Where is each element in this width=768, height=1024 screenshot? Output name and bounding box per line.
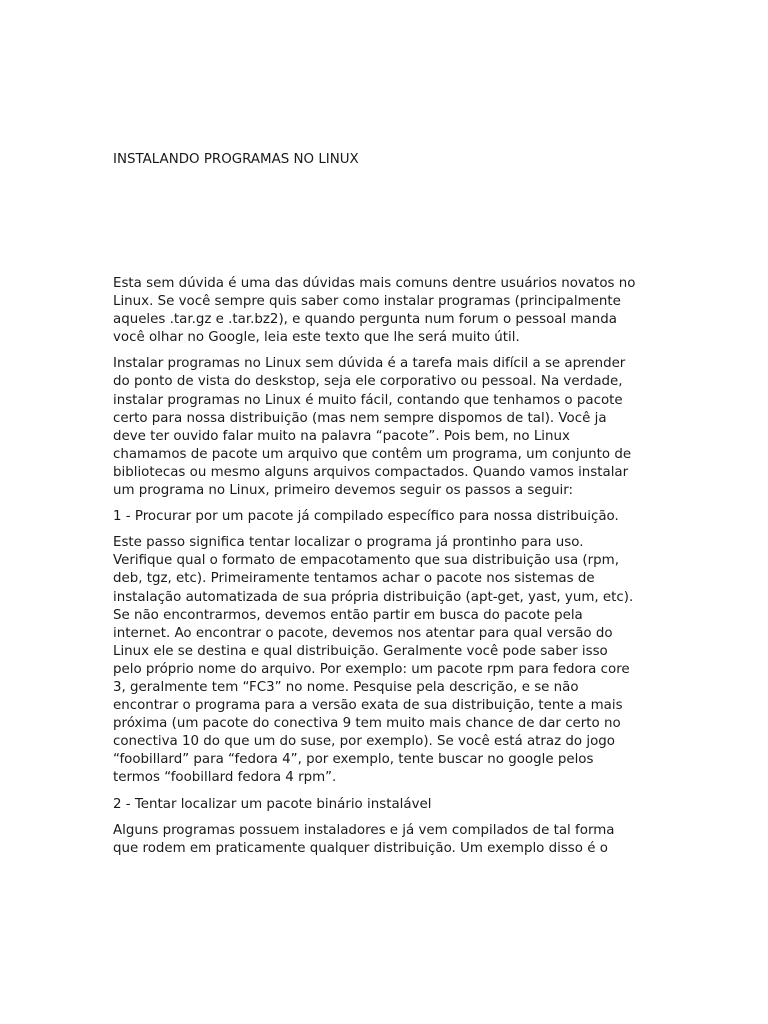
text-line: um programa no Linux, primeiro devemos seguir os passos a seguir: — [113, 483, 574, 499]
text-line: próxima (um pacote do conectiva 9 tem muito mais chance de dar certo no — [113, 716, 621, 732]
text-line: do ponto de vista do deskstop, seja ele corporativo ou pessoal. Na verdade, — [113, 374, 623, 390]
text-line: deve ter ouvido falar muito na palavra “pacote”. Pois bem, no Linux — [113, 428, 570, 444]
paragraph — [113, 534, 658, 787]
paragraph — [113, 822, 658, 858]
paragraph — [113, 355, 658, 500]
text-line: Alguns programas possuem instaladores e já vem compilados de tal forma — [113, 822, 615, 838]
paragraph — [113, 796, 658, 814]
text-line: Linux. Se você sempre quis saber como instalar programas (principalmente — [113, 294, 621, 310]
text-line: 2 - Tentar localizar um pacote binário instalável — [113, 796, 432, 812]
text-line: termos “foobillard fedora 4 rpm”. — [113, 770, 337, 786]
text-line: Se não encontrarmos, devemos então partir em busca do pacote pela — [113, 607, 583, 623]
text-line: Linux ele se destina e qual distribuição. Geralmente você pode saber isso — [113, 643, 608, 659]
text-line: 3, geralmente tem “FC3” no nome. Pesquise pela descrição, e se não — [113, 679, 579, 695]
text-line: conectiva 10 do que um do suse, por exemplo). Se você está atraz do jogo — [113, 734, 615, 750]
text-line: bibliotecas ou mesmo alguns arquivos compactados. Quando vamos instalar — [113, 464, 629, 480]
text-line: “foobillard” para “fedora 4”, por exemplo, tente buscar no google pelos — [113, 752, 594, 768]
text-line: pelo próprio nome do arquivo. Por exemplo: um pacote rpm para fedora core — [113, 661, 630, 677]
paragraph — [113, 508, 658, 526]
text-line: 1 - Procurar por um pacote já compilado específico para nossa distribuição. — [113, 509, 619, 525]
text-line: Verifique qual o formato de empacotamento que sua distribuição usa (rpm, — [113, 553, 619, 569]
text-line: Esta sem dúvida é uma das dúvidas mais comuns dentre usuários novatos no — [113, 276, 636, 291]
text-line: instalar programas no Linux é muito fácil, contando que tenhamos o pacote — [113, 392, 623, 408]
text-line: Este passo significa tentar localizar o programa já prontinho para uso. — [113, 535, 584, 551]
paragraph — [113, 275, 658, 347]
text-line: encontrar o programa para a versão exata de sua distribuição, tente a mais — [113, 698, 623, 714]
text-line: internet. Ao encontrar o pacote, devemos nos atentar para qual versão do — [113, 625, 613, 641]
document-body — [113, 275, 658, 866]
text-line: instalação automatizada de sua própria distribuição (apt-get, yast, yum, etc). — [113, 589, 634, 605]
text-line: chamamos de pacote um arquivo que contêm um programa, um conjunto de — [113, 446, 632, 462]
text-line: deb, tgz, etc). Primeiramente tentamos achar o pacote nos sistemas de — [113, 571, 595, 587]
text-line: Instalar programas no Linux sem dúvida é a tarefa mais difícil a se aprender — [113, 356, 626, 372]
text-line: que rodem em praticamente qualquer distribuição. Um exemplo disso é o — [113, 840, 608, 856]
text-line: aqueles .tar.gz e .tar.bz2), e quando pergunta num forum o pessoal manda — [113, 312, 617, 328]
document-title: INSTALANDO PROGRAMAS NO LINUX — [113, 152, 359, 167]
text-line: você olhar no Google, leia este texto que lhe será muito útil. — [113, 330, 520, 346]
text-line: certo para nossa distribuição (mas nem sempre dispomos de tal). Você ja — [113, 410, 607, 426]
